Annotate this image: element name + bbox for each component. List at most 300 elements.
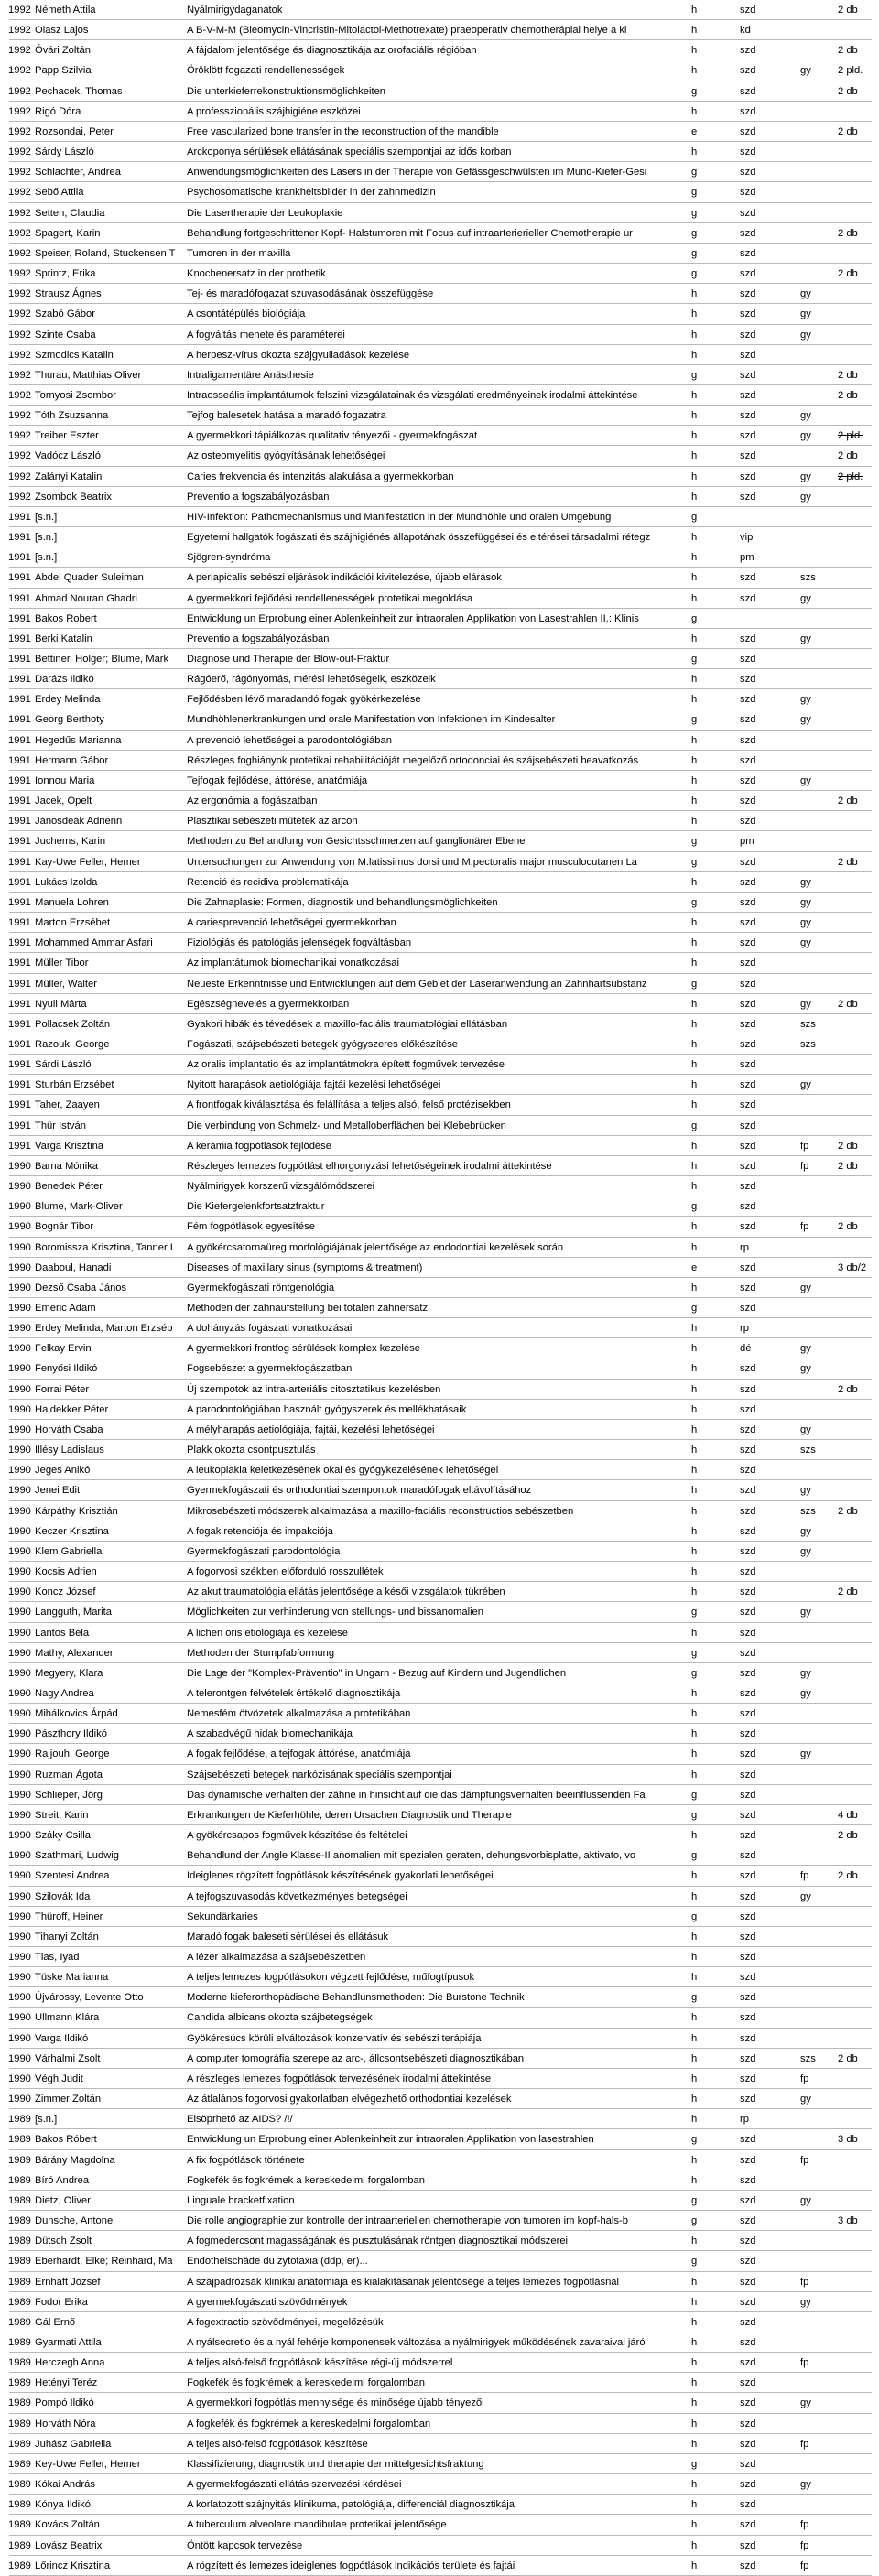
title-cell: Linguale bracketfixation: [187, 2194, 295, 2206]
table-row: [0, 2029, 879, 2049]
language-cell: h: [691, 1505, 698, 1517]
language-cell: h: [691, 1241, 698, 1253]
category-cell: gy: [800, 633, 811, 644]
title-cell: Fejlődésben lévő maradandó fogak gyökérkezelése: [187, 694, 421, 706]
author-cell: Kárpáthy Krisztián: [35, 1505, 118, 1517]
type-cell: szd: [740, 2377, 756, 2389]
author-cell: Varga Ildikó: [35, 2032, 89, 2044]
language-cell: g: [691, 1120, 698, 1131]
author-cell: Spagert, Karin: [35, 227, 101, 239]
year-cell: 1992: [8, 5, 31, 16]
language-cell: e: [691, 1261, 698, 1273]
language-cell: g: [691, 2194, 698, 2206]
category-cell: szs: [800, 572, 816, 584]
title-cell: Fogkefék és fogkrémek a kereskedelmi forgalomban: [187, 2174, 425, 2186]
author-cell: Kocsis Adrien: [35, 1566, 97, 1578]
language-cell: h: [691, 2418, 698, 2430]
title-cell: A parodontológiában használt gyógyszerek és mellékhatásaik: [187, 1403, 467, 1415]
table-row: [0, 223, 879, 244]
language-cell: h: [691, 1545, 698, 1557]
table-row: [0, 345, 879, 365]
table-row: [0, 1866, 879, 1886]
table-row: [0, 589, 879, 609]
year-cell: 1990: [8, 2094, 31, 2105]
language-cell: h: [691, 5, 698, 16]
author-cell: Tóth Zsuzsanna: [35, 410, 109, 422]
language-cell: h: [691, 876, 698, 888]
type-cell: szd: [740, 592, 756, 604]
title-cell: Die Lage der "Komplex-Präventio" in Ungarn - Bezug auf Kindern und Jugendlichen: [187, 1667, 567, 1679]
author-cell: Zalányi Katalin: [35, 471, 103, 482]
author-cell: Gyarmati Attila: [35, 2336, 102, 2348]
table-row: [0, 1460, 879, 1480]
year-cell: 1990: [8, 1261, 31, 1273]
language-cell: h: [691, 2296, 698, 2308]
language-cell: h: [691, 1363, 698, 1375]
table-row: [0, 182, 879, 202]
language-cell: h: [691, 1728, 698, 1740]
language-cell: h: [691, 1890, 698, 1902]
type-cell: szd: [740, 1261, 756, 1273]
category-cell: gy: [800, 876, 811, 888]
year-cell: 1991: [8, 1079, 31, 1091]
title-cell: Sekundärkaries: [187, 1910, 258, 1922]
table-row: [0, 1238, 879, 1258]
author-cell: Olasz Lajos: [35, 25, 89, 37]
author-cell: Setten, Claudia: [35, 207, 105, 219]
language-cell: h: [691, 2377, 698, 2389]
type-cell: szd: [740, 2134, 756, 2146]
title-cell: A mélyharapás aetiológiája, fajtái, kezelési lehetőségei: [187, 1423, 435, 1435]
language-cell: h: [691, 1748, 698, 1760]
table-row: [0, 974, 879, 994]
type-cell: szd: [740, 1363, 756, 1375]
type-cell: szd: [740, 1789, 756, 1801]
year-cell: 1990: [8, 1972, 31, 1984]
type-cell: szd: [740, 288, 756, 300]
table-row: [0, 831, 879, 851]
type-cell: szd: [740, 1890, 756, 1902]
author-cell: Kay-Uwe Feller, Hemer: [35, 856, 141, 868]
copies-cell: 4 db: [838, 1809, 858, 1821]
author-cell: Hegedűs Marianna: [35, 734, 122, 746]
year-cell: 1990: [8, 1607, 31, 1618]
table-row: [0, 1095, 879, 1115]
author-cell: Szathmari, Ludwig: [35, 1850, 120, 1862]
category-cell: gy: [800, 410, 811, 422]
type-cell: szd: [740, 2256, 756, 2268]
year-cell: 1990: [8, 1992, 31, 2004]
language-cell: h: [691, 308, 698, 320]
year-cell: 1991: [8, 958, 31, 969]
year-cell: 1991: [8, 876, 31, 888]
year-cell: 1991: [8, 978, 31, 990]
year-cell: 1990: [8, 1850, 31, 1862]
year-cell: 1989: [8, 2418, 31, 2430]
category-cell: gy: [800, 1748, 811, 1760]
author-cell: Ruzman Ágota: [35, 1769, 103, 1780]
table-row: [0, 2556, 879, 2576]
category-cell: fp: [800, 1221, 809, 1233]
author-cell: Németh Attila: [35, 5, 96, 16]
language-cell: g: [691, 1910, 698, 1922]
category-cell: szs: [800, 1038, 816, 1050]
type-cell: szd: [740, 2397, 756, 2409]
year-cell: 1991: [8, 1038, 31, 1050]
year-cell: 1992: [8, 207, 31, 219]
title-cell: Nyitott harapások aetiológiája fajtái kezelési lehetőségei: [187, 1079, 441, 1091]
category-cell: szs: [800, 1505, 816, 1517]
table-row: [0, 1380, 879, 1400]
type-cell: szd: [740, 1850, 756, 1862]
type-cell: szd: [740, 1201, 756, 1213]
author-cell: Mohammed Ammar Asfari: [35, 937, 153, 949]
type-cell: szd: [740, 958, 756, 969]
author-cell: Key-Uwe Feller, Hemer: [35, 2458, 141, 2470]
type-cell: szd: [740, 1769, 756, 1780]
title-cell: Öröklött fogazati rendellenességek: [187, 65, 345, 77]
author-cell: Tornyosi Zsombor: [35, 389, 116, 401]
title-cell: A lézer alkalmazása a szájsebészetben: [187, 1952, 366, 1963]
author-cell: Blume, Mark-Oliver: [35, 1201, 123, 1213]
type-cell: szd: [740, 187, 756, 199]
type-cell: szd: [740, 816, 756, 828]
author-cell: Manuela Lohren: [35, 896, 109, 908]
title-cell: A tuberculum alveolare mandibulae protetikai jelentősége: [187, 2519, 447, 2531]
table-row: [0, 2292, 879, 2312]
copies-cell: 3 db: [838, 2215, 858, 2227]
author-cell: Megyery, Klara: [35, 1667, 103, 1679]
title-cell: Az implantátumok biomechanikai vonatkozásai: [187, 958, 399, 969]
type-cell: szd: [740, 2154, 756, 2166]
type-cell: szd: [740, 1647, 756, 1659]
table-row: [0, 487, 879, 507]
year-cell: 1990: [8, 1890, 31, 1902]
language-cell: h: [691, 1059, 698, 1071]
category-cell: fp: [800, 2519, 809, 2531]
year-cell: 1992: [8, 65, 31, 77]
copies-cell: 2 db: [838, 998, 858, 1010]
type-cell: szd: [740, 1120, 756, 1131]
author-cell: Barna Mónika: [35, 1160, 99, 1172]
language-cell: h: [691, 1870, 698, 1882]
table-row: [0, 1258, 879, 1278]
table-row: [0, 406, 879, 426]
category-cell: fp: [800, 2073, 809, 2084]
type-cell: szd: [740, 714, 756, 726]
copies-cell: 2 pld.: [838, 471, 863, 482]
language-cell: h: [691, 958, 698, 969]
table-row: [0, 0, 879, 20]
language-cell: h: [691, 450, 698, 462]
table-row: [0, 629, 879, 649]
table-row: [0, 1278, 879, 1298]
year-cell: 1990: [8, 1728, 31, 1740]
year-cell: 1990: [8, 1667, 31, 1679]
type-cell: szd: [740, 1221, 756, 1233]
title-cell: Az akut traumatológia ellátás jelentősége a késői vizsgálatok tükrében: [187, 1586, 505, 1598]
author-cell: Lantos Béla: [35, 1627, 90, 1639]
year-cell: 1992: [8, 146, 31, 158]
type-cell: szd: [740, 1910, 756, 1922]
type-cell: szd: [740, 1160, 756, 1172]
author-cell: Sárdi László: [35, 1059, 92, 1071]
title-cell: Fogsebészet a gyermekfogászatban: [187, 1363, 353, 1375]
type-cell: szd: [740, 167, 756, 179]
author-cell: Kókai András: [35, 2479, 95, 2491]
title-cell: A teljes alsó-felső fogpótlások készítése régi-új módszerrel: [187, 2357, 453, 2369]
author-cell: Ionnou Maria: [35, 774, 95, 786]
table-row: [0, 426, 879, 446]
year-cell: 1992: [8, 471, 31, 482]
type-cell: szd: [740, 754, 756, 766]
language-cell: h: [691, 796, 698, 807]
language-cell: h: [691, 734, 698, 746]
author-cell: Sturbán Erzsébet: [35, 1079, 114, 1091]
copies-cell: 3 db/2: [838, 1261, 867, 1273]
author-cell: Daaboul, Hanadi: [35, 1261, 112, 1273]
language-cell: h: [691, 1383, 698, 1395]
type-cell: szd: [740, 1870, 756, 1882]
author-cell: Juhász Gabriella: [35, 2438, 112, 2450]
table-row: [0, 284, 879, 304]
year-cell: 1992: [8, 227, 31, 239]
type-cell: szd: [740, 247, 756, 259]
language-cell: h: [691, 1282, 698, 1293]
type-cell: szd: [740, 45, 756, 57]
table-row: [0, 2272, 879, 2292]
year-cell: 1991: [8, 998, 31, 1010]
title-cell: Die Lasertherapie der Leukoplakie: [187, 207, 343, 219]
year-cell: 1989: [8, 2114, 31, 2126]
type-cell: szd: [740, 633, 756, 644]
year-cell: 1990: [8, 1830, 31, 1842]
author-cell: Berki Katalin: [35, 633, 92, 644]
table-row: [0, 2495, 879, 2515]
type-cell: szd: [740, 856, 756, 868]
title-cell: Rágóerő, rágónyomás, mérési lehetőségeik, eszközeik: [187, 674, 436, 686]
language-cell: h: [691, 592, 698, 604]
table-row: [0, 527, 879, 547]
type-cell: szd: [740, 978, 756, 990]
language-cell: g: [691, 369, 698, 381]
category-cell: gy: [800, 1343, 811, 1355]
table-row: [0, 1196, 879, 1217]
title-cell: A herpesz-vírus okozta szájgyulladások kezelése: [187, 349, 410, 361]
title-cell: A B-V-M-M (Bleomycin-Vincristin-Mitolactol-Methotrexate) praeoperativ chemotherápiai helye a kl: [187, 25, 627, 37]
author-cell: Fenyősi Ildikó: [35, 1363, 98, 1375]
language-cell: h: [691, 774, 698, 786]
table-row: [0, 709, 879, 730]
table-row: [0, 1420, 879, 1440]
type-cell: szd: [740, 329, 756, 341]
category-cell: gy: [800, 694, 811, 706]
year-cell: 1989: [8, 2316, 31, 2328]
title-cell: Arckoponya sérülések ellátásának speciális szempontjai az idős korban: [187, 146, 512, 158]
year-cell: 1990: [8, 1343, 31, 1355]
type-cell: pm: [740, 552, 754, 564]
copies-cell: 2 db: [838, 268, 858, 280]
author-cell: Rajjouh, George: [35, 1748, 110, 1760]
category-cell: gy: [800, 1363, 811, 1375]
type-cell: szd: [740, 1952, 756, 1963]
language-cell: h: [691, 1627, 698, 1639]
year-cell: 1990: [8, 1241, 31, 1253]
table-row: [0, 1927, 879, 1947]
year-cell: 1991: [8, 816, 31, 828]
type-cell: szd: [740, 1059, 756, 1071]
table-row: [0, 1623, 879, 1643]
title-cell: Die Kiefergelenkfortsatzfraktur: [187, 1201, 325, 1213]
author-cell: Lukács Izolda: [35, 876, 98, 888]
title-cell: A leukoplakia keletkezésének okai és gyógykezelésének lehetőségei: [187, 1465, 499, 1477]
author-cell: Kovács Zoltán: [35, 2519, 100, 2531]
table-row: [0, 852, 879, 872]
table-row: [0, 1034, 879, 1055]
language-cell: h: [691, 389, 698, 401]
language-cell: h: [691, 2174, 698, 2186]
year-cell: 1992: [8, 349, 31, 361]
year-cell: 1990: [8, 1303, 31, 1314]
year-cell: 1992: [8, 329, 31, 341]
type-cell: kd: [740, 25, 751, 37]
category-cell: gy: [800, 714, 811, 726]
title-cell: Gyermekfogászati parodontológia: [187, 1545, 341, 1557]
author-cell: Treiber Eszter: [35, 430, 99, 442]
title-cell: A periapicalis sebészi eljárások indikációi kivitelezése, újabb elárások: [187, 572, 502, 584]
author-cell: Várhalmi Zsolt: [35, 2052, 101, 2064]
category-cell: fp: [800, 2438, 809, 2450]
year-cell: 1992: [8, 308, 31, 320]
language-cell: h: [691, 2397, 698, 2409]
language-cell: h: [691, 1465, 698, 1477]
language-cell: g: [691, 2256, 698, 2268]
year-cell: 1991: [8, 612, 31, 624]
year-cell: 1992: [8, 450, 31, 462]
language-cell: h: [691, 2539, 698, 2551]
table-row: [0, 102, 879, 122]
title-cell: A kerámia fogpótlások fejlődése: [187, 1140, 331, 1152]
year-cell: 1991: [8, 937, 31, 949]
table-row: [0, 81, 879, 102]
title-cell: A cariesprevenció lehetőségei gyermekkorban: [187, 917, 396, 929]
table-row: [0, 1014, 879, 1034]
table-row: [0, 1176, 879, 1196]
category-cell: fp: [800, 2560, 809, 2571]
year-cell: 1991: [8, 633, 31, 644]
language-cell: h: [691, 2154, 698, 2166]
author-cell: Ernhaft József: [35, 2276, 101, 2288]
language-cell: h: [691, 2114, 698, 2126]
language-cell: g: [691, 654, 698, 665]
title-cell: Diagnose und Therapie der Blow-out-Fraktur: [187, 654, 390, 665]
table-row: [0, 2312, 879, 2332]
year-cell: 1992: [8, 187, 31, 199]
table-row: [0, 2353, 879, 2373]
title-cell: Die rolle angiographie zur kontrolle der intraarteriellen chemotherapie von tumoren im kopf-hals-b: [187, 2215, 628, 2227]
table-row: [0, 122, 879, 142]
copies-cell: 2 db: [838, 1221, 858, 1233]
language-cell: h: [691, 410, 698, 422]
year-cell: 1990: [8, 1201, 31, 1213]
table-row: [0, 1338, 879, 1358]
language-cell: h: [691, 471, 698, 482]
category-cell: gy: [800, 937, 811, 949]
title-cell: Möglichkeiten zur verhinderung von stellungs- und bissanomalien: [187, 1607, 484, 1618]
table-row: [0, 40, 879, 60]
title-cell: Untersuchungen zur Anwendung von M.latissimus dorsi und M.pectoralis major musculocutanen La: [187, 856, 637, 868]
author-cell: Bakos Róbert: [35, 2134, 97, 2146]
title-cell: Fogászati, szájsebészeti betegek gyógyszeres előkészítése: [187, 1038, 459, 1050]
title-cell: Öntött kapcsok tervezése: [187, 2539, 303, 2551]
copies-cell: 2 pld.: [838, 65, 863, 77]
year-cell: 1989: [8, 2235, 31, 2247]
language-cell: h: [691, 2276, 698, 2288]
language-cell: g: [691, 247, 698, 259]
category-cell: szs: [800, 1445, 816, 1456]
language-cell: h: [691, 633, 698, 644]
table-row: [0, 1887, 879, 1907]
author-cell: Gál Ernő: [35, 2316, 76, 2328]
type-cell: szd: [740, 1728, 756, 1740]
author-cell: Nyuli Márta: [35, 998, 87, 1010]
language-cell: h: [691, 2499, 698, 2511]
author-cell: Fodor Erika: [35, 2296, 88, 2308]
table-row: [0, 1602, 879, 1622]
language-cell: h: [691, 2012, 698, 2024]
title-cell: Intraligamentäre Anästhesie: [187, 369, 314, 381]
type-cell: szd: [740, 146, 756, 158]
type-cell: szd: [740, 2194, 756, 2206]
category-cell: gy: [800, 1485, 811, 1497]
language-cell: g: [691, 167, 698, 179]
type-cell: szd: [740, 1079, 756, 1091]
title-cell: Sjögren-syndróma: [187, 552, 271, 564]
type-cell: szd: [740, 450, 756, 462]
author-cell: Abdel Quader Suleiman: [35, 572, 144, 584]
type-cell: vip: [740, 532, 754, 544]
year-cell: 1989: [8, 2215, 31, 2227]
title-cell: Entwicklung un Erprobung einer Ablenkeinheit zur intraoralen Applikation von lasestrahlen: [187, 2134, 594, 2146]
copies-cell: 2 db: [838, 796, 858, 807]
table-row: [0, 1501, 879, 1521]
type-cell: dé: [740, 1343, 752, 1355]
author-cell: Pollacsek Zoltán: [35, 1018, 111, 1030]
copies-cell: 2 db: [838, 1383, 858, 1395]
title-cell: A frontfogak kiválasztása és felállítása a teljes alsó, felső protézisekben: [187, 1099, 511, 1111]
copies-cell: 2 db: [838, 450, 858, 462]
author-cell: Tüske Marianna: [35, 1972, 109, 1984]
author-cell: Száky Csilla: [35, 1830, 91, 1842]
table-row: [0, 1440, 879, 1460]
category-cell: szs: [800, 1018, 816, 1030]
language-cell: g: [691, 612, 698, 624]
table-row: [0, 913, 879, 933]
year-cell: 1990: [8, 1952, 31, 1963]
type-cell: szd: [740, 227, 756, 239]
title-cell: Részleges lemezes fogpótlást elhorgonyzási lehetőségeinek irodalmi áttekintése: [187, 1160, 552, 1172]
type-cell: szd: [740, 349, 756, 361]
year-cell: 1990: [8, 2032, 31, 2044]
category-cell: fp: [800, 2154, 809, 2166]
language-cell: h: [691, 45, 698, 57]
category-cell: gy: [800, 2194, 811, 2206]
category-cell: gy: [800, 1667, 811, 1679]
table-row: [0, 2170, 879, 2191]
category-cell: gy: [800, 288, 811, 300]
type-cell: szd: [740, 1099, 756, 1111]
year-cell: 1989: [8, 2194, 31, 2206]
